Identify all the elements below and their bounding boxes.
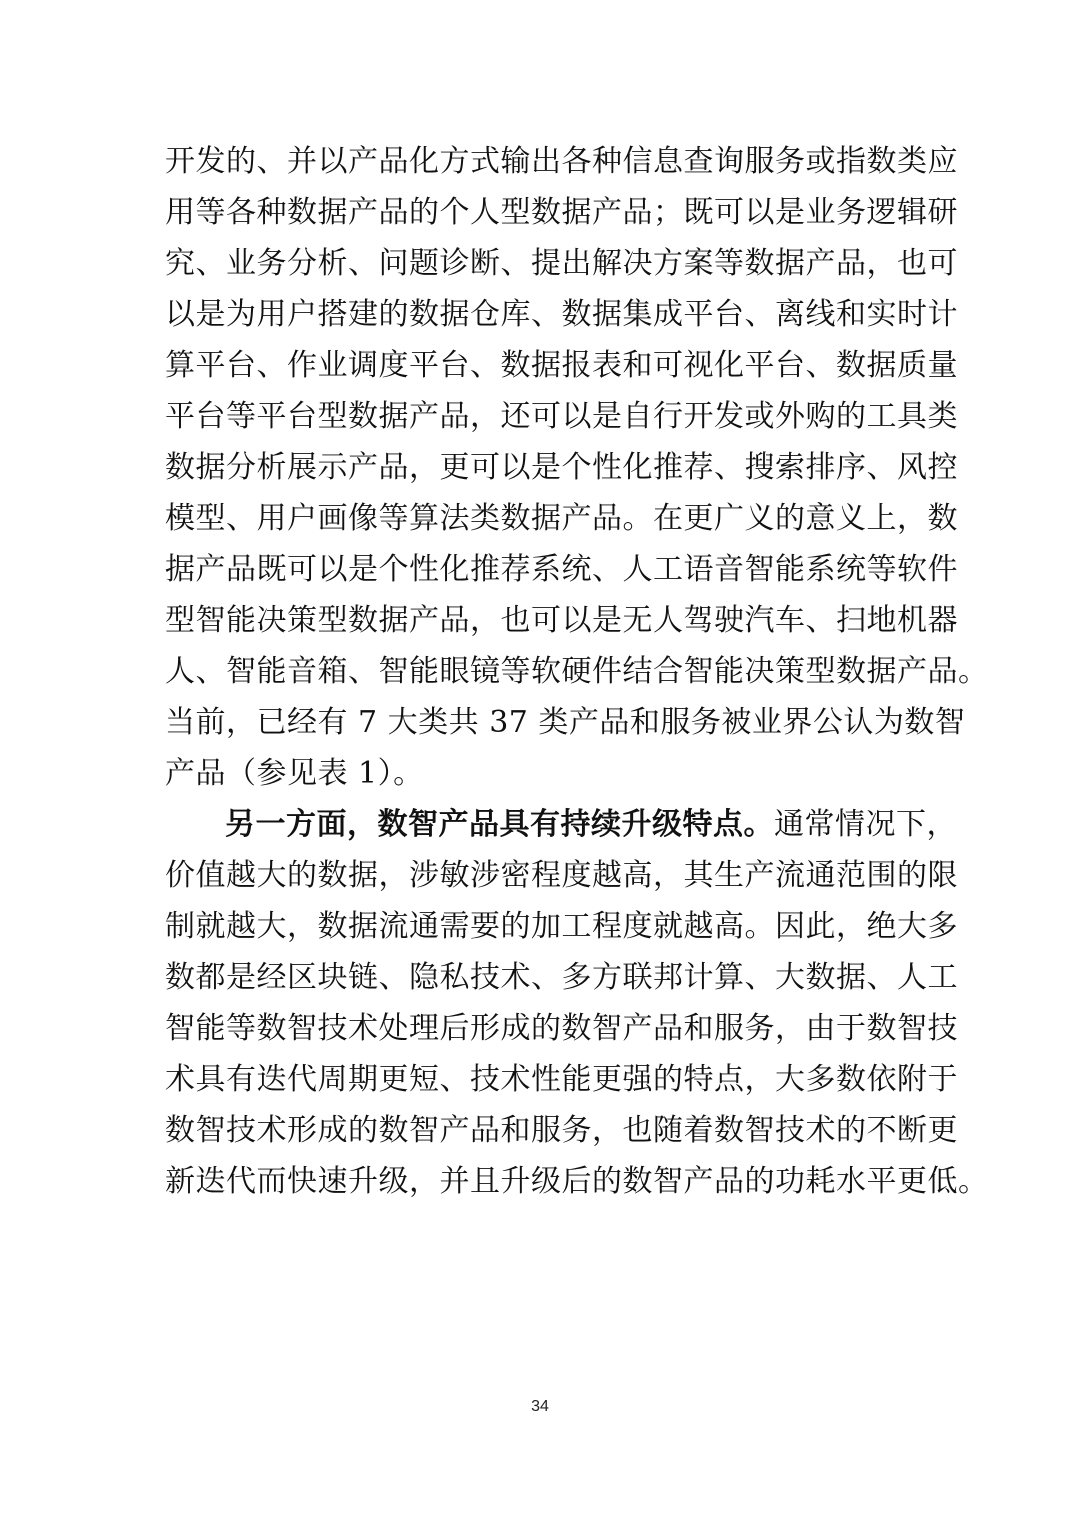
lead-rest-text: 通常情况下， [774,807,957,842]
text-line: 价值越大的数据，涉敏涉密程度越高，其生产流通范围的限 [165,858,958,893]
body-text [165,136,989,1207]
text-line: 产品（参见表 1）。 [165,756,424,791]
text-line: 用等各种数据产品的个人型数据产品；既可以是业务逻辑研 [165,195,958,230]
text-line: 以是为用户搭建的数据仓库、数据集成平台、离线和实时计 [165,297,958,332]
text-line: 人、智能音箱、智能眼镜等软硬件结合智能决策型数据产品。 [165,654,989,689]
text-line: 当前，已经有 7 大类共 37 类产品和服务被业界公认为数智 [165,705,966,740]
text-line: 术具有迭代周期更短、技术性能更强的特点，大多数依附于 [165,1062,958,1097]
paragraph-1 [165,136,989,799]
text-line: 模型、用户画像等算法类数据产品。在更广义的意义上，数 [165,501,958,536]
text-line: 据产品既可以是个性化推荐系统、人工语音智能系统等软件 [165,552,958,587]
page-number: 34 [531,1398,549,1415]
text-line: 算平台、作业调度平台、数据报表和可视化平台、数据质量 [165,348,958,383]
text-line: 智能等数智技术处理后形成的数智产品和服务，由于数智技 [165,1011,958,1046]
paragraph-2 [165,799,989,1207]
text-line: 制就越大，数据流通需要的加工程度就越高。因此，绝大多 [165,909,958,944]
text-line: 数智技术形成的数智产品和服务，也随着数智技术的不断更 [165,1113,958,1148]
text-line: 开发的、并以产品化方式输出各种信息查询服务或指数类应 [165,144,958,179]
text-line: 新迭代而快速升级，并且升级后的数智产品的功耗水平更低。 [165,1164,989,1199]
paragraph-lead-line [165,799,957,850]
bold-lead-sentence: 另一方面，数智产品具有持续升级特点。 [225,807,774,842]
text-line: 数都是经区块链、隐私技术、多方联邦计算、大数据、人工 [165,960,958,995]
text-line: 型智能决策型数据产品，也可以是无人驾驶汽车、扫地机器 [165,603,958,638]
text-line: 究、业务分析、问题诊断、提出解决方案等数据产品，也可 [165,246,958,281]
text-line: 平台等平台型数据产品，还可以是自行开发或外购的工具类 [165,399,958,434]
text-line: 数据分析展示产品，更可以是个性化推荐、搜索排序、风控 [165,450,958,485]
